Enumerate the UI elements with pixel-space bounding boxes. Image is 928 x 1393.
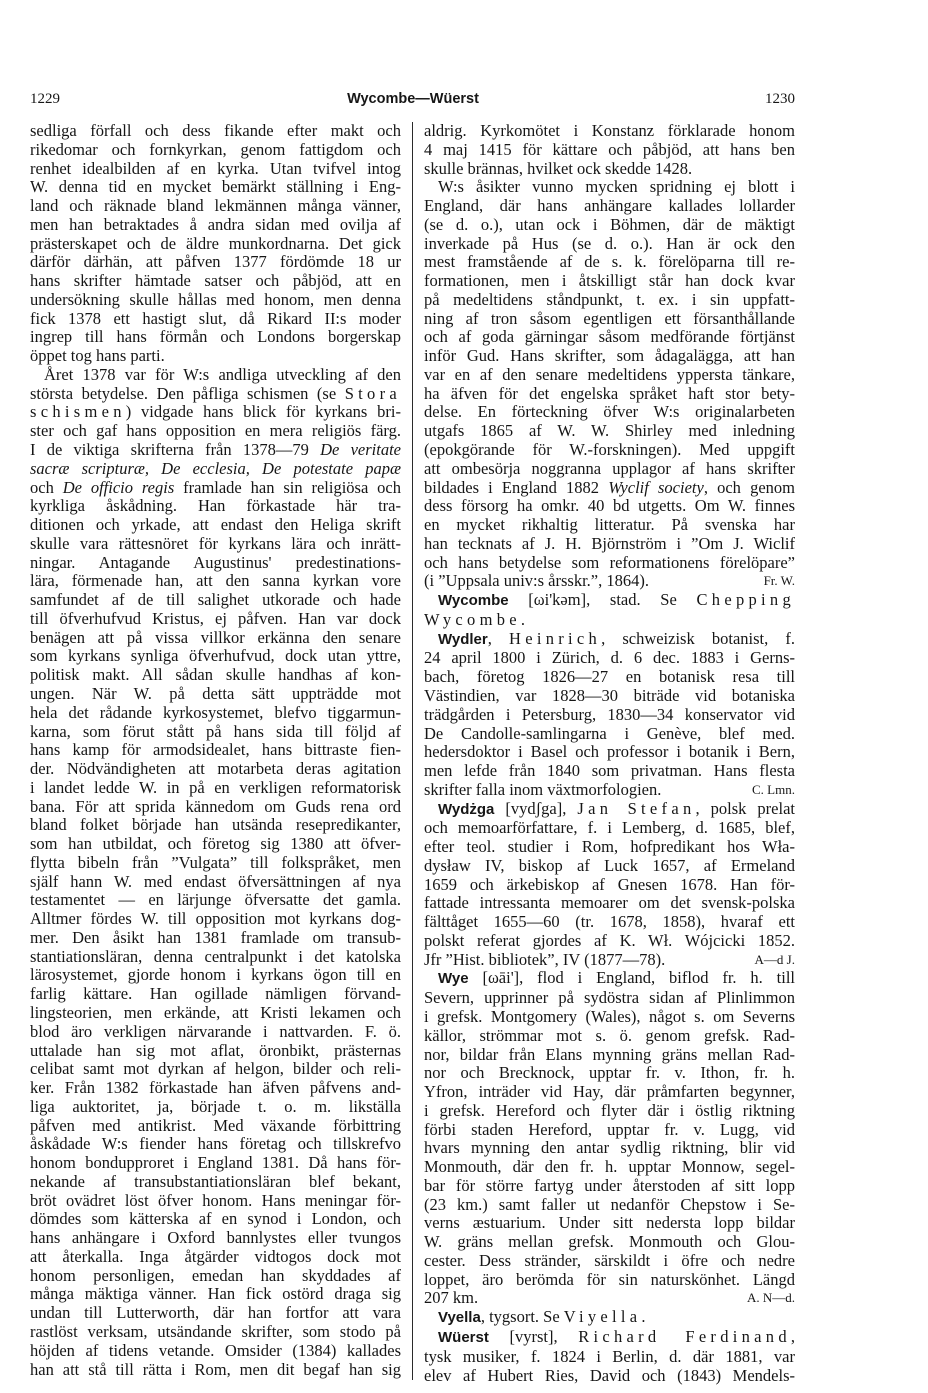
text-line: utgafs 1865 af W. W. Shirley med inledning: [424, 421, 795, 441]
text-line: liga auktoritet, ja, började t. o. m. likställa: [30, 1096, 401, 1116]
text-line: [30, 403, 401, 422]
text-line: förbi staden Hereford, upptar fr. v. Lugg, vid: [424, 1119, 795, 1139]
text-line: loppet, äro berömda för sin naturskönhet. Längd: [424, 1269, 795, 1289]
text-line: bach, företog 1826—27 en botanisk resa till: [424, 667, 795, 687]
text-line: [424, 781, 795, 800]
text-line: Monmouth, där den fr. h. upptar Monnow, segel-: [424, 1157, 795, 1177]
text-line: [30, 441, 401, 460]
spaced-text: Heinrich: [509, 628, 602, 648]
right-paragraph-5: [424, 800, 795, 970]
signature: A. N—d.: [746, 1290, 795, 1306]
text-line: delse. En förteckning öfver W:s originalarbeten: [424, 402, 795, 422]
text-run: största betydelse. Den påfliga schismen (se: [30, 383, 345, 403]
text-line: kyrkliga åskådning. Han förkastade här tra-: [30, 496, 401, 516]
page-number-left: 1229: [30, 91, 60, 107]
text-run: , tygsort. Se: [480, 1307, 564, 1327]
text-line: (23 km.) samt faller ut nedanför Chepstow i Se-: [424, 1194, 795, 1214]
text-line: i landet ledde W. in på en verkligen reformatorisk: [30, 777, 401, 797]
signature: C. Lmn.: [752, 781, 795, 797]
text-line: fattade intressanta memoarer om det svensk-polska: [424, 893, 795, 913]
text-line: W. denna tid en mycket bemärkt ställning i Eng-: [30, 177, 401, 197]
page-number-right: 1230: [765, 91, 795, 107]
text-line: W. gräns mellan grefsk. Monmouth och Glou-: [424, 1232, 795, 1252]
text-line: nor, bildar från Elans mynning gräns mellan Rad-: [424, 1044, 795, 1064]
text-run: , schweizisk botanist, f.: [601, 628, 795, 648]
text-line: bar för större fartyg under återstoden af sitt lopp: [424, 1175, 795, 1195]
text-line: elev af Hubert Ries, David och (1843) Mendels-: [424, 1365, 795, 1385]
text-run: ) vidgade hans blick för kyrkans bri-: [125, 402, 401, 422]
text-line: ha äfven för det engelska språket haft stor bety-: [424, 383, 795, 403]
text-line: De Candolle-samlingarna i Genève, blef med.: [424, 723, 795, 743]
headword: Wycombe: [438, 592, 509, 610]
spaced-text: Stora: [344, 383, 401, 403]
text-line: hedersdoktor i Basel och professor i botanik i Bern,: [424, 742, 795, 762]
text-line: blod äro verkligen närvarande i nattvarden. F. ö.: [30, 1021, 401, 1041]
text-line: ingrep till hans förmån och Londons borgerskap: [30, 327, 401, 347]
text-line: inverkade på Hus (se d. o.). Han är ock den: [424, 233, 795, 253]
text-line: trädgården i Petersburg, 1830—34 konservator vid: [424, 704, 795, 724]
text-line: England, där hans anhängare kallades lollarder: [424, 196, 795, 216]
text-line: rastlöst verksam, utsändande skrifter, som stodo på: [30, 1322, 401, 1341]
text-line: undersökning skulle hållas med honom, men denna: [30, 289, 401, 309]
signature: A—d J.: [754, 951, 795, 967]
text-line: 1659 och ärkebiskop af Gnesen 1678. Han för-: [424, 874, 795, 894]
text-line: Alltmer fördes W. till opposition mot kyrkans dog-: [30, 909, 401, 929]
text-line: öppet tog hans parti.: [30, 346, 165, 366]
text-line: fick 1378 ett hastigt slut, då Rikard II:s moder: [30, 308, 401, 328]
text-line: [30, 479, 401, 498]
text-line: dess försorg ha omkr. 40 bd utgetts. Om W. finnes: [424, 496, 795, 516]
text-run: ,: [487, 628, 510, 648]
text-line: honom bondupproret i England 1381. Då hans för-: [30, 1153, 401, 1173]
text-run: I de viktiga skrifterna från 1378—79: [30, 440, 321, 460]
text-line: aldrig. Kyrkomötet i Konstanz förklarade honom: [424, 121, 795, 140]
spaced-text: Chepping: [696, 590, 795, 610]
italic-title: sacræ scripturæ, De ecclesia, De potestate papæ: [30, 458, 401, 478]
text-line: [424, 611, 795, 630]
text-line: bland folket började han utsända resepredikanter,: [30, 815, 401, 835]
text-line: därför därhän, att påfven 1377 fördömde 18 ur: [30, 252, 401, 272]
text-line: skulle brännas, hvilket ock skedde 1428.: [424, 158, 693, 178]
right-paragraph-6: [424, 969, 795, 1308]
text-line: celibat samt mot dyrkan af helgon, bilder och reli-: [30, 1059, 401, 1079]
left-paragraph-1: [30, 122, 401, 366]
text-line: hans kamp för armodsidealet, hans bittraste fien-: [30, 740, 401, 760]
headword: Wydler: [438, 630, 488, 648]
text-line: inför Gud. Hans skrifter, som ådagalägga, att han: [424, 346, 795, 366]
text-run: bildades i England 1882: [424, 477, 609, 497]
text-line: var en af den senare medeltidens yppersta tänkare,: [424, 364, 795, 384]
text-line: mer. Den åsikt han 1381 framlade om transub-: [30, 927, 401, 947]
text-line: att återkalla. Inga åtgärder vidtogos dock mot: [30, 1246, 401, 1266]
text-line: [424, 951, 795, 970]
text-line: nor och Brecknock, upptar fr. v. Ithon, fr. h.: [424, 1063, 795, 1083]
spaced-text: schismen: [30, 402, 126, 422]
text-run: .: [520, 609, 525, 629]
text-line: som han utbildat, och företog sig 1380 att öfver-: [30, 834, 401, 854]
text-line: sedliga förfall och dess fikande efter makt och: [30, 121, 401, 140]
text-line: lära, förmenade han, att den sanna kyrkan vore: [30, 571, 401, 591]
text-line: [424, 572, 795, 591]
text-line: W:s åsikter vunno mycken spridning ej blott i: [438, 177, 795, 197]
text-run: [vydʃga],: [494, 798, 578, 818]
text-line: flytta bibeln från ”Vulgata” till folkspråket, men: [30, 852, 401, 872]
text-run: (i ”Uppsala univ:s årsskr.”, 1864).: [424, 571, 649, 591]
text-line: tysk musiker, f. 1824 i Berlin, d. där 1881, var: [424, 1346, 795, 1366]
text-run: , polsk prelat: [695, 798, 795, 818]
text-line: ker. Från 1382 förkastade han äfven påfvens and-: [30, 1078, 401, 1098]
text-line: åskådade W:s fiender hans företag och tillskrefvo: [30, 1134, 401, 1154]
text-line: 24 april 1800 i Zürich, d. 6 dec. 1883 i Gerns-: [424, 648, 795, 668]
text-line: Året 1378 var för W:s andliga utveckling af den: [44, 364, 401, 384]
left-column: [30, 122, 401, 1379]
text-run: Jfr ”Hist. bibliotek”, IV (1877—78).: [424, 949, 666, 969]
text-line: Severn, upprinner på sydöstra sidan af Plinlimmon: [424, 988, 795, 1008]
text-line: i grefsk. Hereford och flyter där i östlig riktning: [424, 1100, 795, 1120]
right-paragraph-2: [424, 178, 795, 591]
text-line: polskt referat gjordes af K. Wł. Wójcicki 1852.: [424, 930, 795, 950]
text-line: men han betraktades å andra sidan med ovilja af: [30, 214, 401, 234]
text-line: på medeltidens ståndpunkt, t. ex. i sin uppfatt-: [424, 289, 795, 309]
text-line: der. Nödvändigheten att motarbeta deras agitation: [30, 759, 401, 779]
spaced-text: Jan Stefan: [577, 798, 696, 818]
text-line: hvars mynning den antar sydlig riktning, blir vid: [424, 1138, 795, 1158]
text-line: hans anhängare i Oxford bannlystes eller tvungos: [30, 1228, 401, 1248]
right-paragraph-1: [424, 122, 795, 178]
text-line: benägen att på vissa villkor erkänna den senare: [30, 627, 401, 647]
text-line: formationen, men i åtskilligt står han dock kvar: [424, 271, 795, 291]
left-paragraph-2: [30, 366, 401, 1379]
text-line: ning af tron såsom egentligen ett försanthållande: [424, 308, 795, 328]
text-line: en mycket rikhaltig litteratur. På svenska har: [424, 515, 795, 535]
text-line: rikedomar och fornkyrkan, genom fattigdom och: [30, 139, 401, 159]
text-line: dömdes som kätterska af en synod i London, och: [30, 1209, 401, 1229]
text-line: skulle vara rättesnöret för kyrkans lära och inrätt-: [30, 533, 401, 553]
text-line: [30, 385, 401, 404]
text-line: han tecknats af J. H. Björnström i ”Om J. Wiclif: [424, 533, 795, 553]
text-line: hans skrifter hämtade satser och påbjöd, att en: [30, 271, 401, 291]
text-line: [424, 1328, 795, 1348]
signature: Fr. W.: [763, 573, 795, 589]
italic-title: De officio regis: [62, 477, 175, 497]
text-line: till öfverhufvud Kristus, ej påfven. Han var dock: [30, 608, 401, 628]
text-line: samfundet af de till salighet utkorade och hade: [30, 590, 401, 610]
text-run: framlade han sin religiösa och: [174, 477, 401, 497]
right-paragraph-7: [424, 1308, 795, 1328]
text-line: många mäktiga vänner. Han fick ostörd draga sig: [30, 1284, 401, 1304]
text-line: (se d. o.), utan ock i Böhmen, där de mäktigt: [424, 214, 795, 234]
text-run: .: [641, 1307, 646, 1327]
text-line: och memoarförfattare, f. i Lemberg, d. 1685, blef,: [424, 818, 795, 838]
text-line: [424, 591, 795, 611]
text-line: lärosystemet, gjorde honom i kyrkans ögon till en: [30, 965, 401, 985]
text-run: ,: [790, 1327, 795, 1346]
right-paragraph-4: [424, 630, 795, 800]
text-line: nekande af transubstantiationsläran blef bekant,: [30, 1171, 401, 1191]
text-line: uttalade han sig mot aflat, öronbikt, prästernas: [30, 1040, 401, 1060]
spaced-text: Richard Ferdinand: [578, 1327, 791, 1346]
text-run: 207 km.: [424, 1288, 479, 1308]
text-run: och: [30, 477, 63, 497]
text-line: mest framstående af de s. k. förelöparna till re-: [424, 252, 795, 272]
spaced-text: Viyella: [563, 1307, 642, 1327]
text-line: [424, 479, 795, 498]
text-line: ungen. När W. på detta sätt uppträdde mot: [30, 683, 401, 703]
text-line: att ombesörja noggranna upplagor af hans skrifter: [424, 458, 795, 478]
text-line: hela det rådande kyrkosystemet, blefvo tiggarmun-: [30, 702, 401, 722]
text-line: dysław IV, biskop af Luck 1657, af Ermeland: [424, 855, 795, 875]
right-column: [424, 122, 795, 1385]
spaced-text: Wycombe: [424, 609, 521, 629]
text-line: renhet idealbilden af en kyrka. Utan tvifvel intog: [30, 158, 401, 178]
right-paragraph-3: [424, 591, 795, 630]
text-line: [424, 800, 795, 820]
text-line: höjden af tidens vetande. Omsider (1384) kallades: [30, 1340, 401, 1360]
text-line: Yfron, inträder vid Hay, där pråmfarten begynner,: [424, 1082, 795, 1102]
running-title: Wycombe—Wüerst: [347, 91, 479, 107]
text-line: påfven med antikrist. Med växande förbittring: [30, 1115, 401, 1135]
column-divider: [412, 122, 413, 1380]
text-line: [424, 1289, 795, 1308]
text-line: land och räknade bland lekmännen många vänner,: [30, 196, 401, 216]
text-line: prästerskapet och de äldre munkordnarna. Det gick: [30, 233, 401, 253]
text-run: , och genom: [703, 477, 795, 497]
headword: Wüerst: [438, 1329, 489, 1346]
text-line: farlig kättare. Han ogillade nämligen förvand-: [30, 984, 401, 1004]
text-line: själf hann W. med endast öfversättningen af nya: [30, 871, 401, 891]
text-line: undan till Lutterworth, där han fortfor att vara: [30, 1303, 401, 1323]
text-line: (epokgörande för W.-forskningen). Med uppgift: [424, 440, 795, 460]
right-paragraph-8: [424, 1328, 795, 1385]
text-line: efter teol. studier i Rom, hofpredikant hos Wła-: [424, 837, 795, 857]
text-line: och af goda gärningar såsom medförande förtjänst: [424, 327, 795, 347]
text-line: verns æstuarium. Under sitt nedersta lopp bildar: [424, 1213, 795, 1233]
text-line: Västindien, var 1828—30 biträde vid botaniska: [424, 685, 795, 705]
headword: Vyella: [438, 1309, 481, 1327]
italic-title: Wyclif society: [608, 477, 704, 497]
text-line: [424, 1308, 795, 1328]
text-line: fälttåget 1655—60 (tr. 1678, 1858), hvaraf ett: [424, 912, 795, 932]
text-line: bana. För att sprida kännedom om Guds rena ord: [30, 796, 401, 816]
text-line: karna, som förut stått på hans sida till följd af: [30, 721, 401, 741]
text-line: och hans betydelse som reformationens förelöpare”: [424, 552, 795, 572]
text-line: cester. Dess stränder, särskildt i öfre och nedre: [424, 1250, 795, 1270]
headword: Wye: [438, 970, 469, 988]
text-run: [vyrst],: [488, 1327, 579, 1346]
text-line: bröt ovädret löst öfver honom. Hans meningar för-: [30, 1190, 401, 1210]
text-run: skrifter falla inom växtmorfologien.: [424, 779, 662, 799]
text-line: lingsteorien, men erkände, att Kristi lekamen och: [30, 1002, 401, 1022]
text-run: [ωāi'], flod i England, biflod fr. h. till: [468, 968, 795, 988]
text-line: politisk makt. All sådan skulle handhas af kon-: [30, 665, 401, 685]
text-line: som kyrkans synliga öfverhufvud, dock utan yttre,: [30, 646, 401, 666]
text-line: [424, 969, 795, 989]
text-line: honom personligen, emedan han skyddades af: [30, 1265, 401, 1285]
text-line: [30, 460, 401, 479]
text-line: i grefsk. Montgomery (Wales), något s. om Severns: [424, 1006, 795, 1026]
text-line: testamentet — en lärjunge öfversatte det gamla.: [30, 890, 401, 910]
text-run: [ωi'kəm], stad. Se: [508, 590, 697, 610]
text-line: stantiationsläran, denna centralpunkt i det katolska: [30, 946, 401, 966]
text-line: han att stå till rätta i Rom, men dit begaf han sig: [30, 1359, 401, 1379]
text-line: [424, 630, 795, 650]
text-line: ster och gaf hans opposition en mera religiös färg.: [30, 421, 401, 441]
text-line: men lefde från 1840 som privatman. Hans flesta: [424, 761, 795, 781]
italic-title: De veritate: [320, 440, 401, 460]
text-line: källor, strömmar mot s. ö. genom grefsk. Rad-: [424, 1025, 795, 1045]
text-line: ditionen och yrkade, att endast den Heliga skrift: [30, 515, 401, 535]
headword: Wydżga: [438, 800, 495, 818]
text-line: ningar. Antagande Augustinus' predestinations-: [30, 552, 401, 572]
text-line: 4 maj 1415 för kättare och påbjöd, att hans ben: [424, 139, 795, 159]
